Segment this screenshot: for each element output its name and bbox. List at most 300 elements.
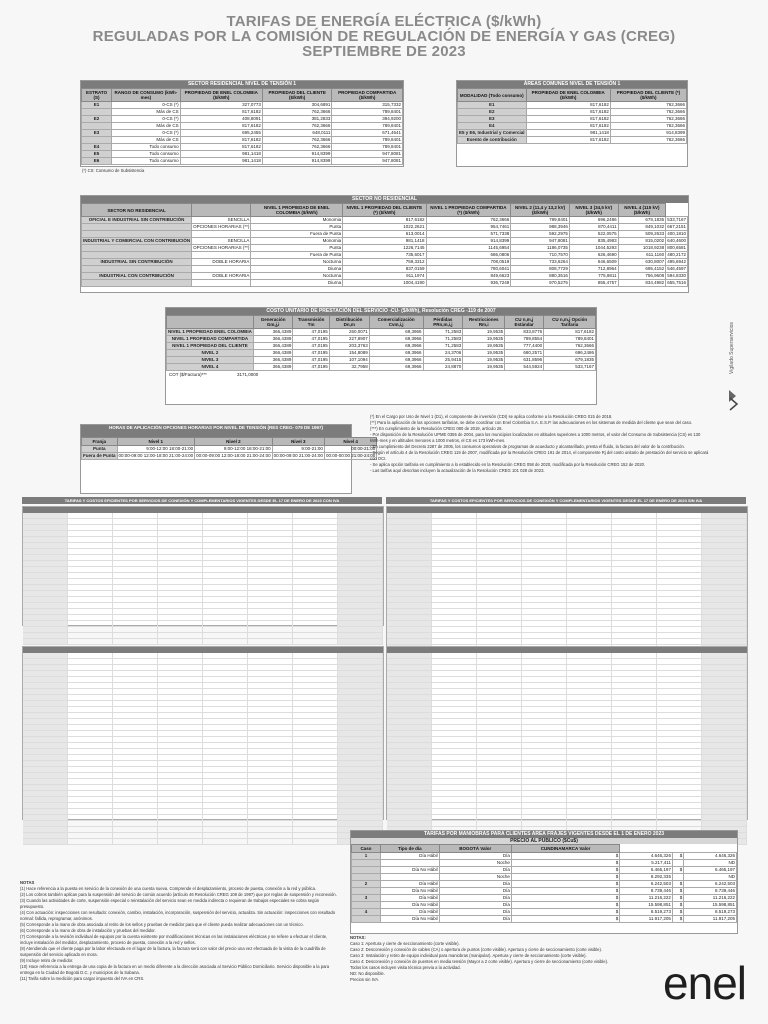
residential-grid bbox=[81, 88, 403, 165]
table-cell: 3 bbox=[352, 895, 381, 902]
table-cell: Día bbox=[439, 867, 511, 874]
table-cell bbox=[352, 888, 381, 895]
table-cell: 911,1974 bbox=[343, 273, 426, 280]
table-cell: 592,2975 bbox=[511, 231, 570, 238]
table-cell: 789,8401 bbox=[332, 109, 403, 116]
table-cell: $ bbox=[672, 895, 683, 902]
column-header: MODALIDAD (Todo consumo) bbox=[458, 89, 527, 102]
column-header: RANGO DE CONSUMO (kWh-mes) bbox=[112, 89, 181, 102]
table-cell: 756,9608 bbox=[618, 273, 666, 280]
note-item: (*) En el Cargo por Uso de Nivel 1 (D1), el componente de inversión (CDI) se aplica conforme a la Resolución CREG 015 de 2018. bbox=[370, 414, 613, 419]
table-cell: Todo consumo bbox=[112, 158, 181, 165]
page-title bbox=[0, 14, 768, 59]
table-cell: Día Hábil bbox=[380, 881, 439, 888]
table-cell: 69,3966 bbox=[369, 350, 423, 357]
note-item: (8) Atendiendo que el cliente paga por la labor efectuada en el lugar de la factura, la factura será con valor del precio una vez efectuada de la visita de la cuadrilla de suspensión del servicio aplicado en mora. bbox=[20, 946, 326, 957]
table-cell: Monomia bbox=[251, 217, 343, 224]
note-item: Caso 1: Apertura y cierre de seccionamiento (corte visible). bbox=[350, 941, 460, 946]
table-row bbox=[82, 273, 688, 280]
table-cell: 366,4389 bbox=[253, 350, 293, 357]
table-cell: 762,3666 bbox=[262, 137, 331, 144]
table-cell: 304,6891 bbox=[262, 102, 331, 109]
table-cell: 4.646,326 bbox=[684, 853, 737, 860]
table-cell: Nocturna bbox=[251, 273, 343, 280]
table-row bbox=[352, 874, 737, 881]
table-row bbox=[82, 259, 688, 266]
table-cell: 0-CS (*) bbox=[112, 130, 181, 137]
table-cell: Día Hábil bbox=[380, 853, 439, 860]
table-cell: Fuera de Punta bbox=[251, 252, 343, 259]
column-header: Caso bbox=[352, 845, 381, 853]
table-cell: $ bbox=[672, 867, 683, 874]
table-cell: $ bbox=[511, 874, 619, 881]
table-cell: 6.242,503 bbox=[684, 881, 737, 888]
table-cell bbox=[82, 252, 192, 259]
maniobras-grid bbox=[351, 844, 737, 923]
cot-row bbox=[166, 371, 596, 378]
table-cell: 1186,0735 bbox=[511, 245, 570, 252]
table-row bbox=[458, 109, 687, 116]
table-cell: 789,8554 bbox=[505, 336, 544, 343]
table-cell: 849,6623 bbox=[426, 273, 511, 280]
table-cell: 522,0575 bbox=[569, 231, 618, 238]
table-row bbox=[82, 109, 403, 116]
conexion-left-title: TARIFAS Y COSTOS EFICIENTES POR SERVICIOS DE CONEXIÓN Y COMPLEMENTARIOS VIGENTES DESDE EL 17 DE ENERO DE 2023 CON IVA bbox=[22, 497, 382, 504]
notes-title: NOTAS bbox=[20, 880, 35, 885]
note-item: - Las tarifas aquí descritas incluyen la actualización de la Resolución CREG 101 028 de 2023. bbox=[370, 468, 545, 473]
column-header: Nivel 4 bbox=[324, 438, 376, 446]
hours-grid bbox=[81, 437, 377, 460]
table-cell: E5 y E6, Industrial y Comercial bbox=[459, 130, 525, 135]
non-residential-title: SECTOR NO RESIDENCIAL bbox=[81, 196, 688, 203]
cost-unit-title: COSTO UNITARIO DE PRESTACIÓN DEL SERVICIO -CU- ($/kWh), Resolución CREG -119 de 2007 bbox=[166, 308, 596, 315]
table-cell: $ bbox=[672, 853, 683, 860]
table-cell bbox=[192, 231, 251, 238]
table-cell: 19,9535 bbox=[463, 336, 505, 343]
table-cell: 817,6182 bbox=[180, 109, 262, 116]
table-cell: 762,3666 bbox=[610, 116, 686, 123]
conexion-right-title: TARIFAS Y COSTOS EFICIENTES POR SERVICIOS DE CONEXIÓN Y COMPLEMENTARIOS VIGENTES DESDE EL 17 DE ENERO DE 2023 SIN IVA bbox=[386, 497, 746, 504]
table-cell: $ bbox=[672, 888, 683, 895]
table-cell: 849,1032 bbox=[618, 224, 666, 231]
table-cell: 817,6182 bbox=[526, 102, 610, 109]
table-cell: E3 bbox=[82, 130, 112, 137]
table-cell: Día No Hábil bbox=[380, 916, 439, 923]
table-cell: 954,7461 bbox=[426, 224, 511, 231]
table-cell: Nocturna bbox=[251, 259, 343, 266]
table-cell: 19,9535 bbox=[463, 357, 505, 364]
table-cell: NIVEL 4 bbox=[167, 364, 254, 371]
table-cell: 19,9535 bbox=[463, 364, 505, 371]
table-row bbox=[82, 151, 403, 158]
table-cell: 1018,9238 bbox=[618, 245, 666, 252]
table-cell: 947,8081 bbox=[511, 238, 570, 245]
table-cell bbox=[82, 109, 112, 116]
note-item: (9) Incluye retiro de medidor. bbox=[20, 958, 74, 963]
table-cell bbox=[82, 224, 192, 231]
note-item: Caso 2: Desconexión y conexión de cables (CA) o apertura de puntos (corte visible). Apertura y cierre de seccionamiento (corte visible). bbox=[350, 947, 603, 952]
table-cell: NIVEL 1 PROPIEDAD COMPARTIDA bbox=[167, 336, 254, 343]
table-cell: 00:00-09:00 12:00-18:00 21:00-24:00 bbox=[118, 453, 194, 458]
table-cell: 366,4389 bbox=[253, 364, 293, 371]
hours-title: HORAS DE APLICACIÓN OPCIONES HORARIAS POR NIVEL DE TENSIÓN (RES CREG- 079 DE 1997) bbox=[81, 425, 351, 437]
table-row bbox=[458, 130, 687, 137]
table-cell: 315,7332 bbox=[332, 102, 403, 109]
table-cell: 69,3966 bbox=[369, 329, 423, 336]
note-item: (7) Corresponde a la revisión individual de equipos por la cuenta existente por modificaciones técnicas en las instalaciones eléctricas y se refiere a efectuar el cliente, incluye instalación del medidor, desplazamiento, proceso de puesta, conexión a la red y sellos. bbox=[20, 934, 328, 945]
table-cell: 833,8776 bbox=[505, 329, 544, 336]
residential-title: SECTOR RESIDENCIAL NIVEL DE TENSIÓN 1 bbox=[81, 81, 403, 88]
table-row bbox=[82, 446, 377, 453]
conexion-right-table bbox=[386, 506, 748, 648]
table-cell: 837,0159 bbox=[343, 266, 426, 273]
table-cell: 835,4983 bbox=[569, 238, 618, 245]
table-row bbox=[352, 853, 737, 860]
table-cell: 1022,2621 bbox=[343, 224, 426, 231]
table-cell: 759,3312 bbox=[343, 259, 426, 266]
maniobras-table bbox=[350, 830, 738, 934]
common-areas-table bbox=[456, 80, 688, 167]
conexion-left-table bbox=[22, 506, 384, 626]
table-cell: $ bbox=[511, 916, 619, 923]
table-cell: $ bbox=[511, 860, 619, 867]
table-cell: 733,6264 bbox=[511, 259, 570, 266]
table-cell: 808,7729 bbox=[511, 266, 570, 273]
table-cell bbox=[352, 874, 381, 881]
table-cell: 24,3706 bbox=[423, 350, 463, 357]
table-cell: Monomia bbox=[251, 238, 343, 245]
column-header: PROPIEDAD DEL CLIENTE (*) ($/kWh) bbox=[610, 89, 686, 102]
table-cell: 817,6182 bbox=[526, 109, 610, 116]
maniobras-notes bbox=[350, 935, 650, 983]
superservicios-icon bbox=[726, 372, 740, 412]
table-cell: 8.519,273 bbox=[620, 909, 673, 916]
table-cell: 9:00-21:00 bbox=[272, 446, 324, 453]
table-row bbox=[352, 888, 737, 895]
note-item: (3) Cuando las actividades de corte, suspensión especial o reinstalación del servicio sean en medida indirecta o requieran de trabajos especiales se cobra según presupuesto. bbox=[20, 898, 320, 909]
table-cell: 762,3666 bbox=[610, 102, 686, 109]
column-header: NIVEL 1 PROPIEDAD DEL CLIENTE (*) ($/kWh) bbox=[343, 204, 426, 217]
table-row bbox=[82, 280, 688, 287]
table-row bbox=[82, 137, 403, 144]
table-cell: E5 bbox=[82, 151, 112, 158]
grid-row bbox=[23, 639, 383, 645]
table-cell: 646,6509 bbox=[569, 259, 618, 266]
table-cell: 667,2151 bbox=[667, 224, 686, 229]
column-header: Nivel 2 bbox=[195, 438, 273, 446]
table-cell: 4.646,326 bbox=[620, 853, 673, 860]
table-cell bbox=[192, 252, 251, 259]
table-cell: 533,7167 bbox=[544, 364, 596, 371]
table-cell: 47,0195 bbox=[293, 350, 329, 357]
table-cell: 571,7338 bbox=[426, 231, 511, 238]
table-cell: 9:00-12:00 18:00-21:00 bbox=[195, 446, 273, 453]
table-cell: Noche bbox=[439, 874, 511, 881]
table-cell: $ bbox=[511, 888, 619, 895]
column-header: Tipo de día bbox=[380, 845, 439, 853]
table-cell: Fuera de Punta bbox=[83, 453, 116, 458]
column-header: Nivel 3 bbox=[272, 438, 324, 446]
table-cell: 981,1418 bbox=[180, 151, 262, 158]
table-row bbox=[458, 123, 687, 130]
table-cell: Punta bbox=[251, 245, 343, 252]
table-cell: 679,1835 bbox=[544, 357, 596, 364]
table-cell bbox=[192, 266, 251, 273]
table-cell: OPCIONES HORARIAS (**) bbox=[193, 245, 250, 250]
table-cell: Más de CS bbox=[112, 123, 181, 130]
column-header: NIVEL 4 (115 kV) ($/kWh) bbox=[618, 204, 666, 217]
table-cell: $ bbox=[511, 902, 619, 909]
table-cell: INDUSTRIAL CON CONTRIBUCIÓN bbox=[82, 273, 192, 280]
title-line-1: TARIFAS DE ENERGÍA ELÉCTRICA ($/kWh) bbox=[226, 13, 542, 30]
conexion-right-table-2 bbox=[386, 646, 748, 820]
table-cell: 777,4400 bbox=[505, 343, 544, 350]
table-cell: 789,8401 bbox=[511, 217, 570, 224]
table-cell: 870,4411 bbox=[569, 224, 618, 231]
table-cell: DOBLE HORARIA bbox=[192, 273, 251, 280]
table-cell: Día Hábil bbox=[380, 895, 439, 902]
table-cell: Diurna bbox=[251, 266, 343, 273]
table-cell: 00:00-09:00 12:00-18:00 21:00-24:00 bbox=[196, 453, 271, 458]
table-cell: Día bbox=[439, 888, 511, 895]
table-cell: 00:00-00:00 21:00-24:00 bbox=[325, 453, 376, 458]
column-header: PROPIEDAD DE ENEL COLOMBIA ($/kWh) bbox=[180, 89, 262, 102]
column-header: CU n,m,j Estándar bbox=[505, 316, 544, 329]
table-cell: Noche bbox=[439, 860, 511, 867]
table-cell: 817,6182 bbox=[180, 144, 262, 151]
table-row bbox=[82, 144, 403, 151]
table-cell: 626,4690 bbox=[569, 252, 618, 259]
table-cell: E1 bbox=[458, 102, 527, 109]
table-cell: 24,8870 bbox=[423, 364, 463, 371]
table-cell: Diurna bbox=[251, 280, 343, 287]
column-header: PROPIEDAD DEL CLIENTE ($/kWh) bbox=[262, 89, 331, 102]
table-cell: 630,8007 bbox=[618, 259, 666, 266]
table-cell: E4 bbox=[458, 123, 527, 130]
table-cell: 47,0195 bbox=[293, 364, 329, 371]
cot-label: COT ($/Factura)*** bbox=[169, 372, 207, 377]
residential-footnote: (*) CS: Consumo de Subsistencia bbox=[82, 168, 145, 173]
table-cell: 762,3666 bbox=[262, 144, 331, 151]
table-cell: Día No Hábil bbox=[380, 902, 439, 909]
table-cell: NIVEL 2 bbox=[167, 350, 254, 357]
table-cell: 762,3666 bbox=[426, 217, 511, 224]
table-cell: ND bbox=[684, 874, 737, 881]
column-header: NIVEL 3 (34,5 kV) ($/kWh) bbox=[569, 204, 618, 217]
table-row bbox=[167, 329, 596, 336]
table-cell: E1 bbox=[82, 102, 112, 109]
table-cell: 696,2486 bbox=[569, 217, 618, 224]
table-row bbox=[82, 123, 403, 130]
table-row bbox=[82, 102, 403, 109]
table-cell: 0-CS (*) bbox=[112, 116, 181, 123]
table-cell: 988,3946 bbox=[511, 224, 570, 231]
common-areas-title: ÁREAS COMUNES NIVEL DE TENSIÓN 1 bbox=[457, 81, 687, 88]
table-cell: 260,0071 bbox=[329, 329, 369, 336]
table-cell: $ bbox=[672, 916, 683, 923]
table-row bbox=[82, 158, 403, 165]
table-cell bbox=[192, 280, 251, 287]
table-cell: Punta bbox=[82, 446, 118, 453]
table-cell: 679,1835 bbox=[618, 217, 666, 224]
table-cell: $ bbox=[672, 881, 683, 888]
table-cell: Día bbox=[439, 916, 511, 923]
table-cell: 655,7516 bbox=[667, 280, 686, 285]
table-cell: SENCILLA bbox=[192, 217, 251, 224]
table-cell: 817,6182 bbox=[526, 137, 610, 144]
table-cell: OFICIAL E INDUSTRIAL SIN CONTRIBUCIÓN bbox=[82, 217, 192, 224]
table-cell: Todo consumo bbox=[112, 144, 181, 151]
table-cell: 69,3966 bbox=[369, 357, 423, 364]
column-header: Restricciones Rm,i bbox=[463, 316, 505, 329]
table-cell: 2 bbox=[352, 881, 381, 888]
table-cell: 735,6017 bbox=[343, 252, 426, 259]
table-cell: Exento de contribución bbox=[458, 137, 527, 144]
table-cell bbox=[82, 137, 112, 144]
maniobras-title: TARIFAS POR MANIOBRAS PARA CLIENTES AREA FRAJES VIGENTES DESDE EL 1 DE ENERO 2023 bbox=[351, 831, 737, 838]
table-cell: 5.217,411 bbox=[620, 860, 673, 867]
table-row bbox=[352, 902, 737, 909]
column-header: PROPIEDAD DE ENEL COLOMBIA ($/kWh) bbox=[526, 89, 610, 102]
table-cell: 855,4757 bbox=[569, 280, 618, 287]
table-cell: 970,5275 bbox=[511, 280, 570, 287]
table-row bbox=[458, 102, 687, 109]
table-cell: Día bbox=[439, 909, 511, 916]
table-row bbox=[82, 224, 688, 231]
table-cell: 71,2583 bbox=[423, 329, 463, 336]
table-cell: 15.598,851 bbox=[620, 902, 673, 909]
table-cell: 533,7167 bbox=[667, 217, 686, 222]
table-cell: 32,7958 bbox=[329, 364, 369, 371]
table-cell: 8.739,446 bbox=[684, 888, 737, 895]
table-cell: $ bbox=[511, 881, 619, 888]
note-item: ND: No disponible. bbox=[350, 971, 385, 976]
table-cell: Punta bbox=[251, 224, 343, 231]
table-cell: 775,9811 bbox=[569, 273, 618, 280]
table-cell: 686,0806 bbox=[426, 252, 511, 259]
table-cell: 47,0195 bbox=[293, 357, 329, 364]
table-row bbox=[82, 252, 688, 259]
tariff-notes bbox=[370, 414, 710, 474]
column-header bbox=[167, 316, 254, 329]
table-cell: 00:00-09:00 21:00-24:00 bbox=[273, 453, 323, 458]
table-cell: 914,8399 bbox=[262, 158, 331, 165]
table-cell: 789,8401 bbox=[332, 144, 403, 151]
note-item: - Se aplica opción tarifaria en cumplimiento a lo establecido en la Resolución CREG 058 de 2020, modificada por la Resolución CREG 152 de 2020. bbox=[370, 462, 646, 467]
table-cell bbox=[82, 231, 192, 238]
table-cell: 495,6942 bbox=[667, 259, 686, 264]
table-cell: 544,5924 bbox=[505, 364, 544, 371]
table-cell: 947,8081 bbox=[332, 158, 403, 165]
table-cell: 400,1810 bbox=[667, 231, 686, 236]
table-cell: 546,4597 bbox=[667, 266, 686, 271]
table-row bbox=[352, 867, 737, 874]
common-areas-grid bbox=[457, 88, 687, 144]
table-cell: $ bbox=[672, 902, 683, 909]
note-item: (**) Para la aplicación de las opciones tarifarias, se debe coordinar con Enel Colombia S.A. E.S.P. las adecuaciones en los sistemas de medida del cliente que sean del caso. bbox=[370, 420, 693, 425]
table-cell: INDUSTRIAL SIN CONTRIBUCIÓN bbox=[82, 259, 192, 266]
table-cell: 611,1160 bbox=[618, 252, 666, 259]
table-cell bbox=[82, 245, 192, 252]
table-cell: NIVEL 3 bbox=[167, 357, 254, 364]
table-cell: Día Hábil bbox=[380, 909, 439, 916]
table-cell: ND bbox=[684, 860, 737, 867]
table-cell: 914,8399 bbox=[426, 238, 511, 245]
table-row bbox=[458, 116, 687, 123]
table-cell: 817,6182 bbox=[526, 116, 610, 123]
table-cell: 71,2583 bbox=[423, 336, 463, 343]
table-cell: 762,3666 bbox=[610, 123, 686, 130]
table-row bbox=[82, 217, 688, 224]
table-cell: OPCIONES HORARIAS (**) bbox=[193, 224, 250, 229]
table-cell: 69,3966 bbox=[369, 364, 423, 371]
table-cell: 19,9535 bbox=[463, 329, 505, 336]
column-header: BOGOTÁ Valor bbox=[439, 845, 511, 853]
table-row bbox=[352, 916, 737, 923]
table-cell: $ bbox=[511, 867, 619, 874]
table-cell: 6.465,197 bbox=[684, 867, 737, 874]
table-cell: Día No Hábil bbox=[380, 888, 439, 895]
table-cell: 480,2172 bbox=[667, 252, 686, 257]
table-cell: 680,2571 bbox=[505, 350, 544, 357]
grid-row bbox=[23, 839, 383, 845]
table-row bbox=[82, 231, 688, 238]
column-header bbox=[192, 204, 251, 217]
cost-unit-grid bbox=[166, 315, 596, 371]
table-row bbox=[167, 336, 596, 343]
table-cell: 366,4389 bbox=[253, 343, 293, 350]
table-cell: 696,2486 bbox=[544, 350, 596, 357]
table-cell: 47,0195 bbox=[293, 329, 329, 336]
table-row bbox=[458, 137, 687, 144]
table-cell: E3 bbox=[458, 116, 527, 123]
table-row bbox=[352, 909, 737, 916]
table-cell: 594,8330 bbox=[667, 273, 686, 278]
table-cell: DOBLE HORARIA bbox=[192, 259, 251, 266]
table-cell: 817,6182 bbox=[343, 217, 426, 224]
table-cell: 4 bbox=[352, 909, 381, 916]
table-cell: 107,1094 bbox=[329, 357, 369, 364]
column-header: CU n,m,j Opción Tarifaria bbox=[544, 316, 596, 329]
table-cell: 780,6041 bbox=[426, 266, 511, 273]
table-row bbox=[82, 130, 403, 137]
table-cell: 00:00-21:00 bbox=[324, 446, 376, 453]
table-cell bbox=[352, 902, 381, 909]
table-cell: 880,3516 bbox=[511, 273, 570, 280]
note-item: (4) Con actuación: inspecciones con resultado: conexión, cambio, instalación, incorporación, suspensión del servicio, actualiza. Sin actuación: inspecciones con resultado normal: fallida, reprogramar, anónimos. bbox=[20, 910, 336, 921]
table-cell: 203,3763 bbox=[329, 343, 369, 350]
table-cell: 509,2633 bbox=[618, 231, 666, 238]
table-cell: 327,0773 bbox=[180, 102, 262, 109]
table-row bbox=[352, 860, 737, 867]
note-item: (11) Tarifa sobre la medición para cargar impuesto del IVA en CRS. bbox=[20, 976, 145, 981]
table-cell: 789,8401 bbox=[332, 137, 403, 144]
vigilado-label: Vigilado Superservicios bbox=[728, 322, 735, 374]
column-header: PROPIEDAD COMPARTIDA ($/kWh) bbox=[332, 89, 403, 102]
table-cell: 817,6182 bbox=[526, 123, 610, 130]
table-cell: 762,3666 bbox=[610, 109, 686, 116]
column-header: Transmisión Tm bbox=[293, 316, 329, 329]
table-cell: 815,0202 bbox=[618, 238, 666, 245]
table-cell: E2 bbox=[458, 109, 527, 116]
note-item: - Por disposición de la Resolución UPME 0355 de 2004, para los municipios localizados en altitudes superiores a 1000 metros, el valor del Consumo de Subsistencia (CS) es 130 kWh-mes y en altitudes menores a 1000 metros, el CS es 173 kWh-mes. bbox=[370, 432, 701, 443]
table-cell: Más de CS bbox=[112, 137, 181, 144]
table-cell: 15.598,851 bbox=[684, 902, 737, 909]
note-item: (10) Hace referencia a la entrega de una copia de la factura en un medio diferente a la dirección asociada al Servicio Público Domiciliario. Servicio disponible a la para entrega en la Ciudad de Bogotá D.C. y municipios de la Sabana. bbox=[20, 964, 330, 975]
table-cell: 1 bbox=[352, 853, 381, 860]
table-cell bbox=[82, 280, 192, 287]
table-cell: Día bbox=[439, 853, 511, 860]
